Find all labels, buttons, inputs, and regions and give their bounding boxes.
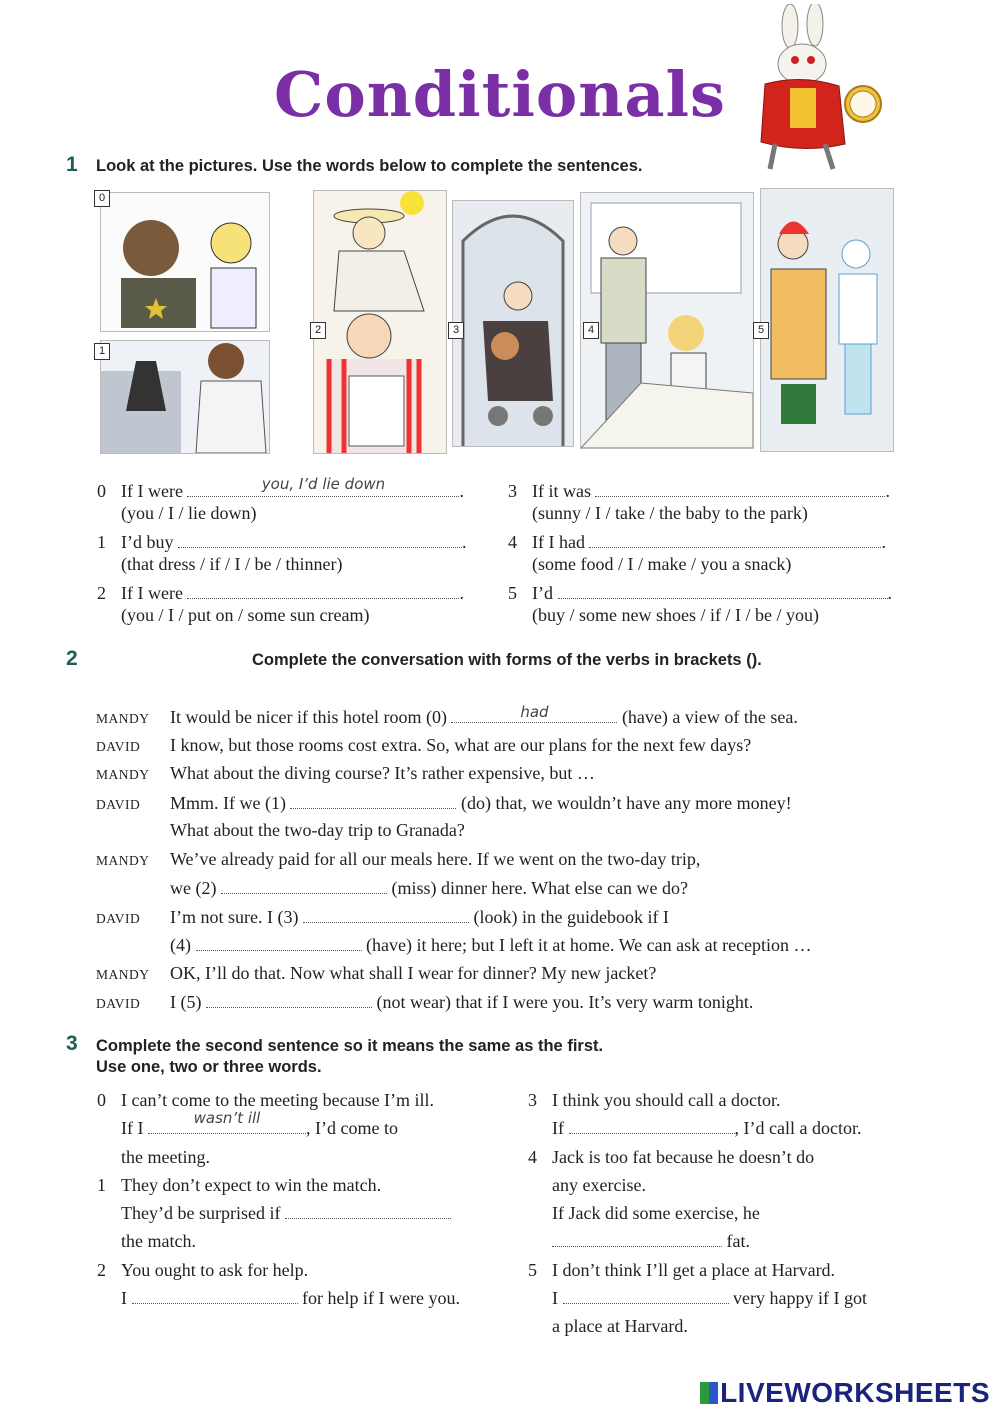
picture-4: [580, 192, 754, 449]
picture-3: [452, 200, 574, 447]
picture-0: [100, 192, 270, 332]
dialogue-line: MANDY It would be nicer if this hotel room (0) had (have) a view of the sea.: [96, 703, 798, 727]
ex1-item-2: 2 If I were . (you / I / put on / some sun cream): [97, 583, 464, 625]
answer-blank[interactable]: wasn’t ill: [148, 1117, 306, 1134]
answer-blank[interactable]: [187, 582, 459, 599]
exercise-3-number: 3: [66, 1032, 78, 1055]
answer-blank[interactable]: [285, 1202, 451, 1219]
rabbit-illustration: [735, 4, 890, 174]
answer-blank[interactable]: [196, 934, 362, 951]
ex1-item-4: 4 If I had . (some food / I / make / you a snack): [508, 532, 886, 574]
picture-1: [100, 340, 270, 454]
answer-blank[interactable]: [132, 1287, 298, 1304]
brand-logo: LIVEWORKSHEETS: [700, 1377, 990, 1409]
answer-blank[interactable]: [569, 1117, 735, 1134]
dialogue-line: What about the two-day trip to Granada?: [170, 820, 465, 840]
page-title: Conditionals: [274, 58, 726, 131]
exercise-2-instruction: Complete the conversation with forms of the verbs in brackets ().: [252, 651, 762, 669]
picture-label: 0: [94, 190, 110, 207]
dialogue-line: DAVID I know, but those rooms cost extra. So, what are our plans for the next few days?: [96, 734, 752, 755]
answer-blank[interactable]: [206, 991, 372, 1008]
dialogue-line: MANDY OK, I’ll do that. Now what shall I wear for dinner? My new jacket?: [96, 962, 657, 983]
ex1-item-5: 5 I’d . (buy / some new shoes / if / I / be / you): [508, 583, 892, 625]
ex1-item-1: 1 I’d buy . (that dress / if / I / be / thinner): [97, 532, 467, 574]
dialogue-line: DAVID I’m not sure. I (3) (look) in the guidebook if I: [96, 906, 669, 927]
ex3-right-column: 3 I think you should call a doctor. If , I’d call a doctor. 4 Jack is too fat because he doesn’t do any exercise. If Jack did some exercise, he fat. 5 I don’t think I’ll get a place at Harvard. I very happy if I got a place at Harvard.: [528, 1090, 867, 1337]
picture-label: 5: [753, 322, 769, 339]
ex3-left-column: 0 I can’t come to the meeting because I’m ill. If I wasn’t ill , I’d come to the meeting. 1 They don’t expect to win the match. They’d be surprised if the match. 2 You ought to ask for help. I for help if I were you.: [97, 1090, 460, 1309]
ex1-item-0: 0 If I were you, I’d lie down . (you / I / lie down): [97, 475, 464, 523]
answer-blank[interactable]: [221, 877, 387, 894]
picture-label: 1: [94, 343, 110, 360]
answer-blank[interactable]: [552, 1230, 722, 1247]
exercise-3-instruction-2: Use one, two or three words.: [96, 1058, 322, 1076]
exercise-1-number: 1: [66, 153, 78, 176]
dialogue-line: MANDY What about the diving course? It’s rather expensive, but …: [96, 763, 595, 783]
dialogue-line: MANDY We’ve already paid for all our meals here. If we went on the two-day trip,: [96, 848, 701, 869]
picture-label: 4: [583, 322, 599, 339]
conversation: [96, 703, 976, 1020]
answer-blank[interactable]: [595, 480, 885, 497]
dialogue-line: we (2) (miss) dinner here. What else can we do?: [170, 878, 689, 898]
brand-icon: [700, 1382, 718, 1404]
answer-blank[interactable]: [563, 1287, 729, 1304]
answer-blank[interactable]: [178, 531, 462, 548]
answer-blank[interactable]: you, I’d lie down: [187, 480, 459, 497]
answer-blank[interactable]: [589, 531, 881, 548]
picture-5: [760, 188, 894, 452]
answer-blank[interactable]: [303, 906, 469, 923]
answer-blank[interactable]: had: [451, 706, 617, 723]
dialogue-line: DAVID Mmm. If we (1) (do) that, we wouldn’t have any more money!: [96, 792, 792, 813]
exercise-3-instruction: Complete the second sentence so it means the same as the first.: [96, 1037, 604, 1055]
dialogue-line: DAVID I (5) (not wear) that if I were you. It’s very warm tonight.: [96, 992, 754, 1012]
exercise-1-instruction: Look at the pictures. Use the words below to complete the sentences.: [96, 157, 643, 175]
ex1-item-3: 3 If it was . (sunny / I / take / the baby to the park): [508, 481, 890, 523]
dialogue-line: (4) (have) it here; but I left it at home. We can ask at reception …: [170, 935, 812, 955]
answer-blank[interactable]: [290, 792, 456, 809]
picture-2: [313, 190, 447, 454]
answer-blank[interactable]: [558, 582, 888, 599]
exercise-2-number: 2: [66, 647, 78, 670]
picture-label: 2: [310, 322, 326, 339]
picture-label: 3: [448, 322, 464, 339]
